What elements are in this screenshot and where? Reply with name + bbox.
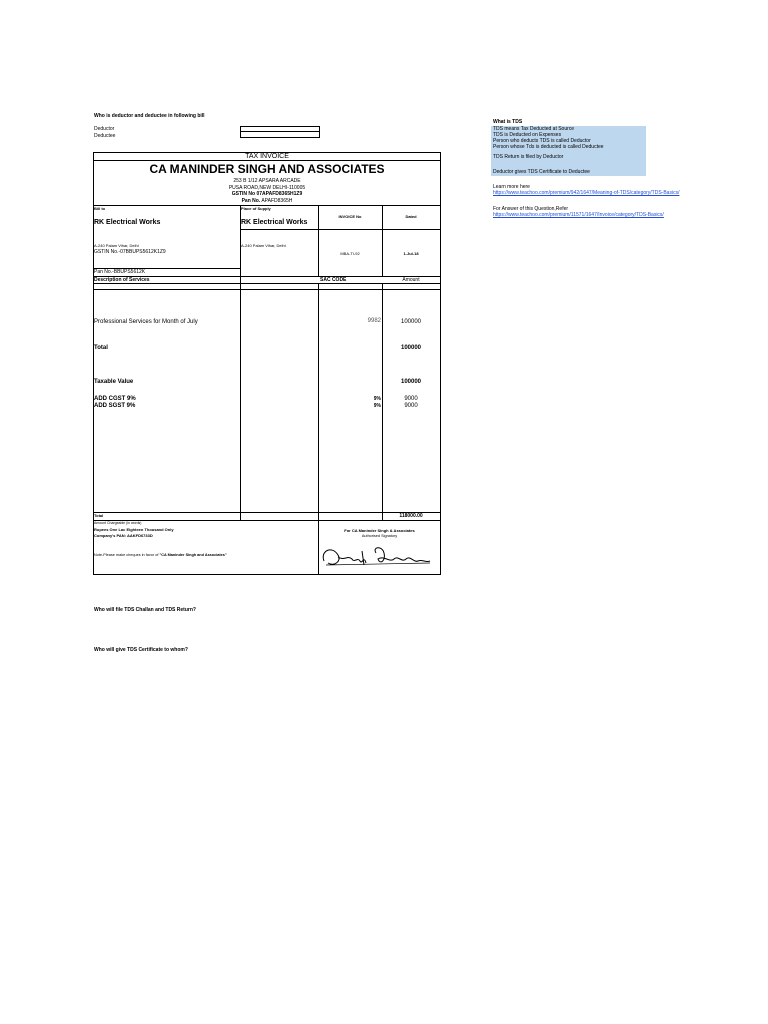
company-address-1: 253 B 1/12 APSARA ARCADE	[233, 178, 301, 184]
tax-invoice-heading: TAX INVOICE	[245, 153, 289, 160]
description-header: Description of Services	[94, 277, 150, 283]
cheque-note	[94, 553, 239, 558]
client-gstin: GSTIN No.-07BBUPS5612K1Z9	[94, 249, 166, 255]
bill-to-label: Bill to	[94, 206, 106, 211]
sac-code-header: SAC CODE	[320, 277, 347, 283]
cheque-note-payee: "CA Maninder Singh and Associates"	[159, 553, 227, 557]
subtotal-amount: 100000	[400, 345, 422, 351]
learn-more-label: Learn more here	[493, 184, 530, 190]
deductee-answer-field[interactable]	[240, 132, 320, 138]
company-name: CA MANINDER SINGH AND ASSOCIATES	[149, 162, 385, 176]
dated-label: Dated	[405, 214, 417, 219]
grand-total-amount: 118000.00	[399, 513, 423, 519]
amount-header: Amount	[402, 277, 420, 283]
amount-words-label: Amount Chargeable (in words)	[94, 521, 142, 525]
company-pan-footer: Company's PAN: AAKFD6733D	[94, 533, 153, 538]
answer-label: For Answer of this Question,Refer	[493, 206, 569, 212]
question-title: Who is deductor and deductee in following bill	[94, 113, 205, 119]
client-address: A-240 Palam Vihar, Delhi	[94, 243, 139, 248]
company-address-2: PUSA ROAD,NEW DELHI-110005	[228, 185, 306, 191]
company-pan	[93, 198, 441, 204]
company-gstin: GSTIN No 07APAFD8365H1Z9	[231, 191, 303, 197]
deductee-label: Deductee	[94, 133, 116, 139]
client-pan: Pan No.-BBUPS5612K	[94, 269, 146, 275]
sgst-label: ADD SGST 9%	[94, 403, 136, 409]
invoice-date: 1-Jul-18	[403, 251, 419, 256]
question-2: Who will file TDS Challan and TDS Return?	[94, 607, 196, 613]
cgst-amount: 9000	[404, 396, 418, 402]
info-line-4: Person whose Tds is deducted is called Deductee	[493, 144, 604, 150]
company-pan-label: Pan No.	[241, 198, 261, 204]
client-name: RK Electrical Works	[94, 219, 161, 226]
service-sac-code: 9982	[367, 318, 381, 324]
deductor-label: Deductor	[94, 126, 115, 132]
info-line-2: TDS is Deducted on Expenses	[493, 132, 562, 138]
signature-image	[318, 541, 440, 571]
subtotal-label: Total	[94, 345, 108, 351]
company-pan-value: APAFD8365H	[261, 198, 293, 204]
service-description: Professional Services for Month of July	[94, 319, 198, 325]
answer-link[interactable]: https://www.teachoo.com/premium/11571/1647/Invoice/category/TDS-Basics/	[493, 212, 664, 218]
taxable-value-label: Taxable Value	[94, 379, 134, 385]
invoice-no-label: INVOICE No	[338, 214, 362, 219]
info-title: What is TDS	[493, 119, 523, 125]
service-amount: 100000	[400, 319, 422, 325]
info-line-6: Deductor gives TDS Certificate to Deductee	[493, 169, 590, 175]
cgst-rate: 9%	[373, 396, 381, 402]
amount-in-words: Rupees One Lac Eighteen Thousand Only	[94, 527, 174, 532]
authorised-signatory: Authorised Signatory	[361, 534, 398, 538]
info-line-5: TDS Return is filed by Deductor	[493, 154, 564, 160]
sgst-rate: 9%	[373, 403, 381, 409]
place-of-supply-label: Place of Supply	[241, 206, 271, 211]
for-company: For CA Maninder Singh & Associates	[344, 528, 415, 533]
learn-more-link[interactable]: https://www.teachoo.com/premium/942/1647/Meaning-of-TDS/category/TDS-Basics/	[493, 190, 680, 196]
invoice-number: MBA-TI-92	[340, 251, 360, 256]
cheque-note-prefix: Note-Please make cheques in favor of	[94, 553, 160, 557]
cgst-label: ADD CGST 9%	[94, 396, 136, 402]
grand-total-label: Total	[94, 513, 104, 518]
taxable-value-amount: 100000	[400, 379, 422, 385]
place-address: A-240 Palam Vihar, Delhi	[241, 243, 286, 248]
question-3: Who will give TDS Certificate to whom?	[94, 647, 188, 653]
sgst-amount: 9000	[404, 403, 418, 409]
place-name: RK Electrical Works	[241, 219, 308, 226]
info-line-1: TDS means Tax Deducted at Source	[493, 126, 575, 132]
info-line-3: Person who deducts TDS is called Deductor	[493, 138, 591, 144]
